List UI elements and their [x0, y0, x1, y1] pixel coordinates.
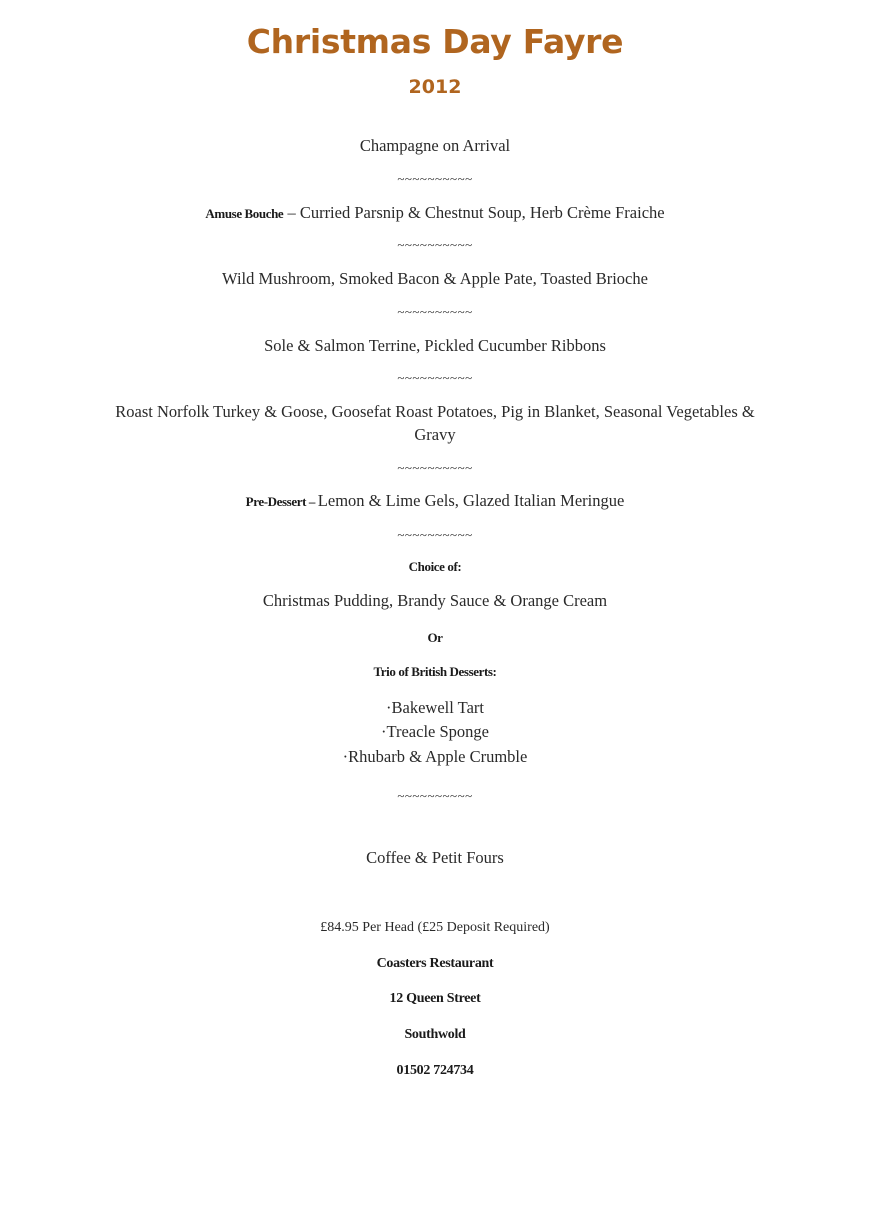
course-separator: ~~~~~~~~~~	[397, 171, 473, 186]
restaurant-phone: 01502 724734	[396, 1063, 474, 1078]
menu-year: 2012	[408, 76, 462, 98]
arrival-course: Champagne on Arrival	[359, 136, 511, 155]
trio-item: ·Rhubarb & Apple Crumble	[342, 747, 528, 766]
amuse-course	[0, 201, 870, 225]
trio-item: ·Treacle Sponge	[381, 722, 489, 741]
course-separator: ~~~~~~~~~~	[397, 237, 473, 252]
amuse-label: Amuse Bouche	[205, 206, 284, 221]
or-label: Or	[427, 630, 443, 645]
predessert-label: Pre-Dessert –	[245, 494, 318, 509]
trio-item: ·Bakewell Tart	[386, 698, 484, 717]
course-separator: ~~~~~~~~~~	[397, 788, 473, 803]
restaurant-town: Southwold	[404, 1027, 466, 1042]
starter-2-course: Sole & Salmon Terrine, Pickled Cucumber Ribbons	[264, 336, 606, 355]
course-separator: ~~~~~~~~~~	[397, 304, 473, 319]
dessert-1: Christmas Pudding, Brandy Sauce & Orange Cream	[262, 591, 608, 610]
choice-label: Choice of:	[408, 559, 462, 574]
starter-1-course: Wild Mushroom, Smoked Bacon & Apple Pate, Toasted Brioche	[222, 269, 648, 288]
amuse-text: – Curried Parsnip & Chestnut Soup, Herb Crème Fraiche	[283, 203, 665, 222]
course-separator: ~~~~~~~~~~	[397, 460, 473, 475]
course-separator: ~~~~~~~~~~	[397, 370, 473, 385]
predessert-course	[0, 489, 870, 513]
predessert-text: Lemon & Lime Gels, Glazed Italian Meringue	[317, 491, 625, 510]
main-course: Roast Norfolk Turkey & Goose, Goosefat Roast Potatoes, Pig in Blanket, Seasonal Vegetables & Gravy	[115, 402, 755, 444]
price-info: £84.95 Per Head (£25 Deposit Required)	[320, 920, 550, 935]
coffee-course: Coffee & Petit Fours	[366, 848, 504, 867]
menu-title: Christmas Day Fayre	[246, 22, 624, 61]
restaurant-name: Coasters Restaurant	[376, 956, 494, 971]
trio-label: Trio of British Desserts:	[373, 664, 497, 679]
restaurant-street: 12 Queen Street	[389, 991, 481, 1006]
course-separator: ~~~~~~~~~~	[397, 527, 473, 542]
